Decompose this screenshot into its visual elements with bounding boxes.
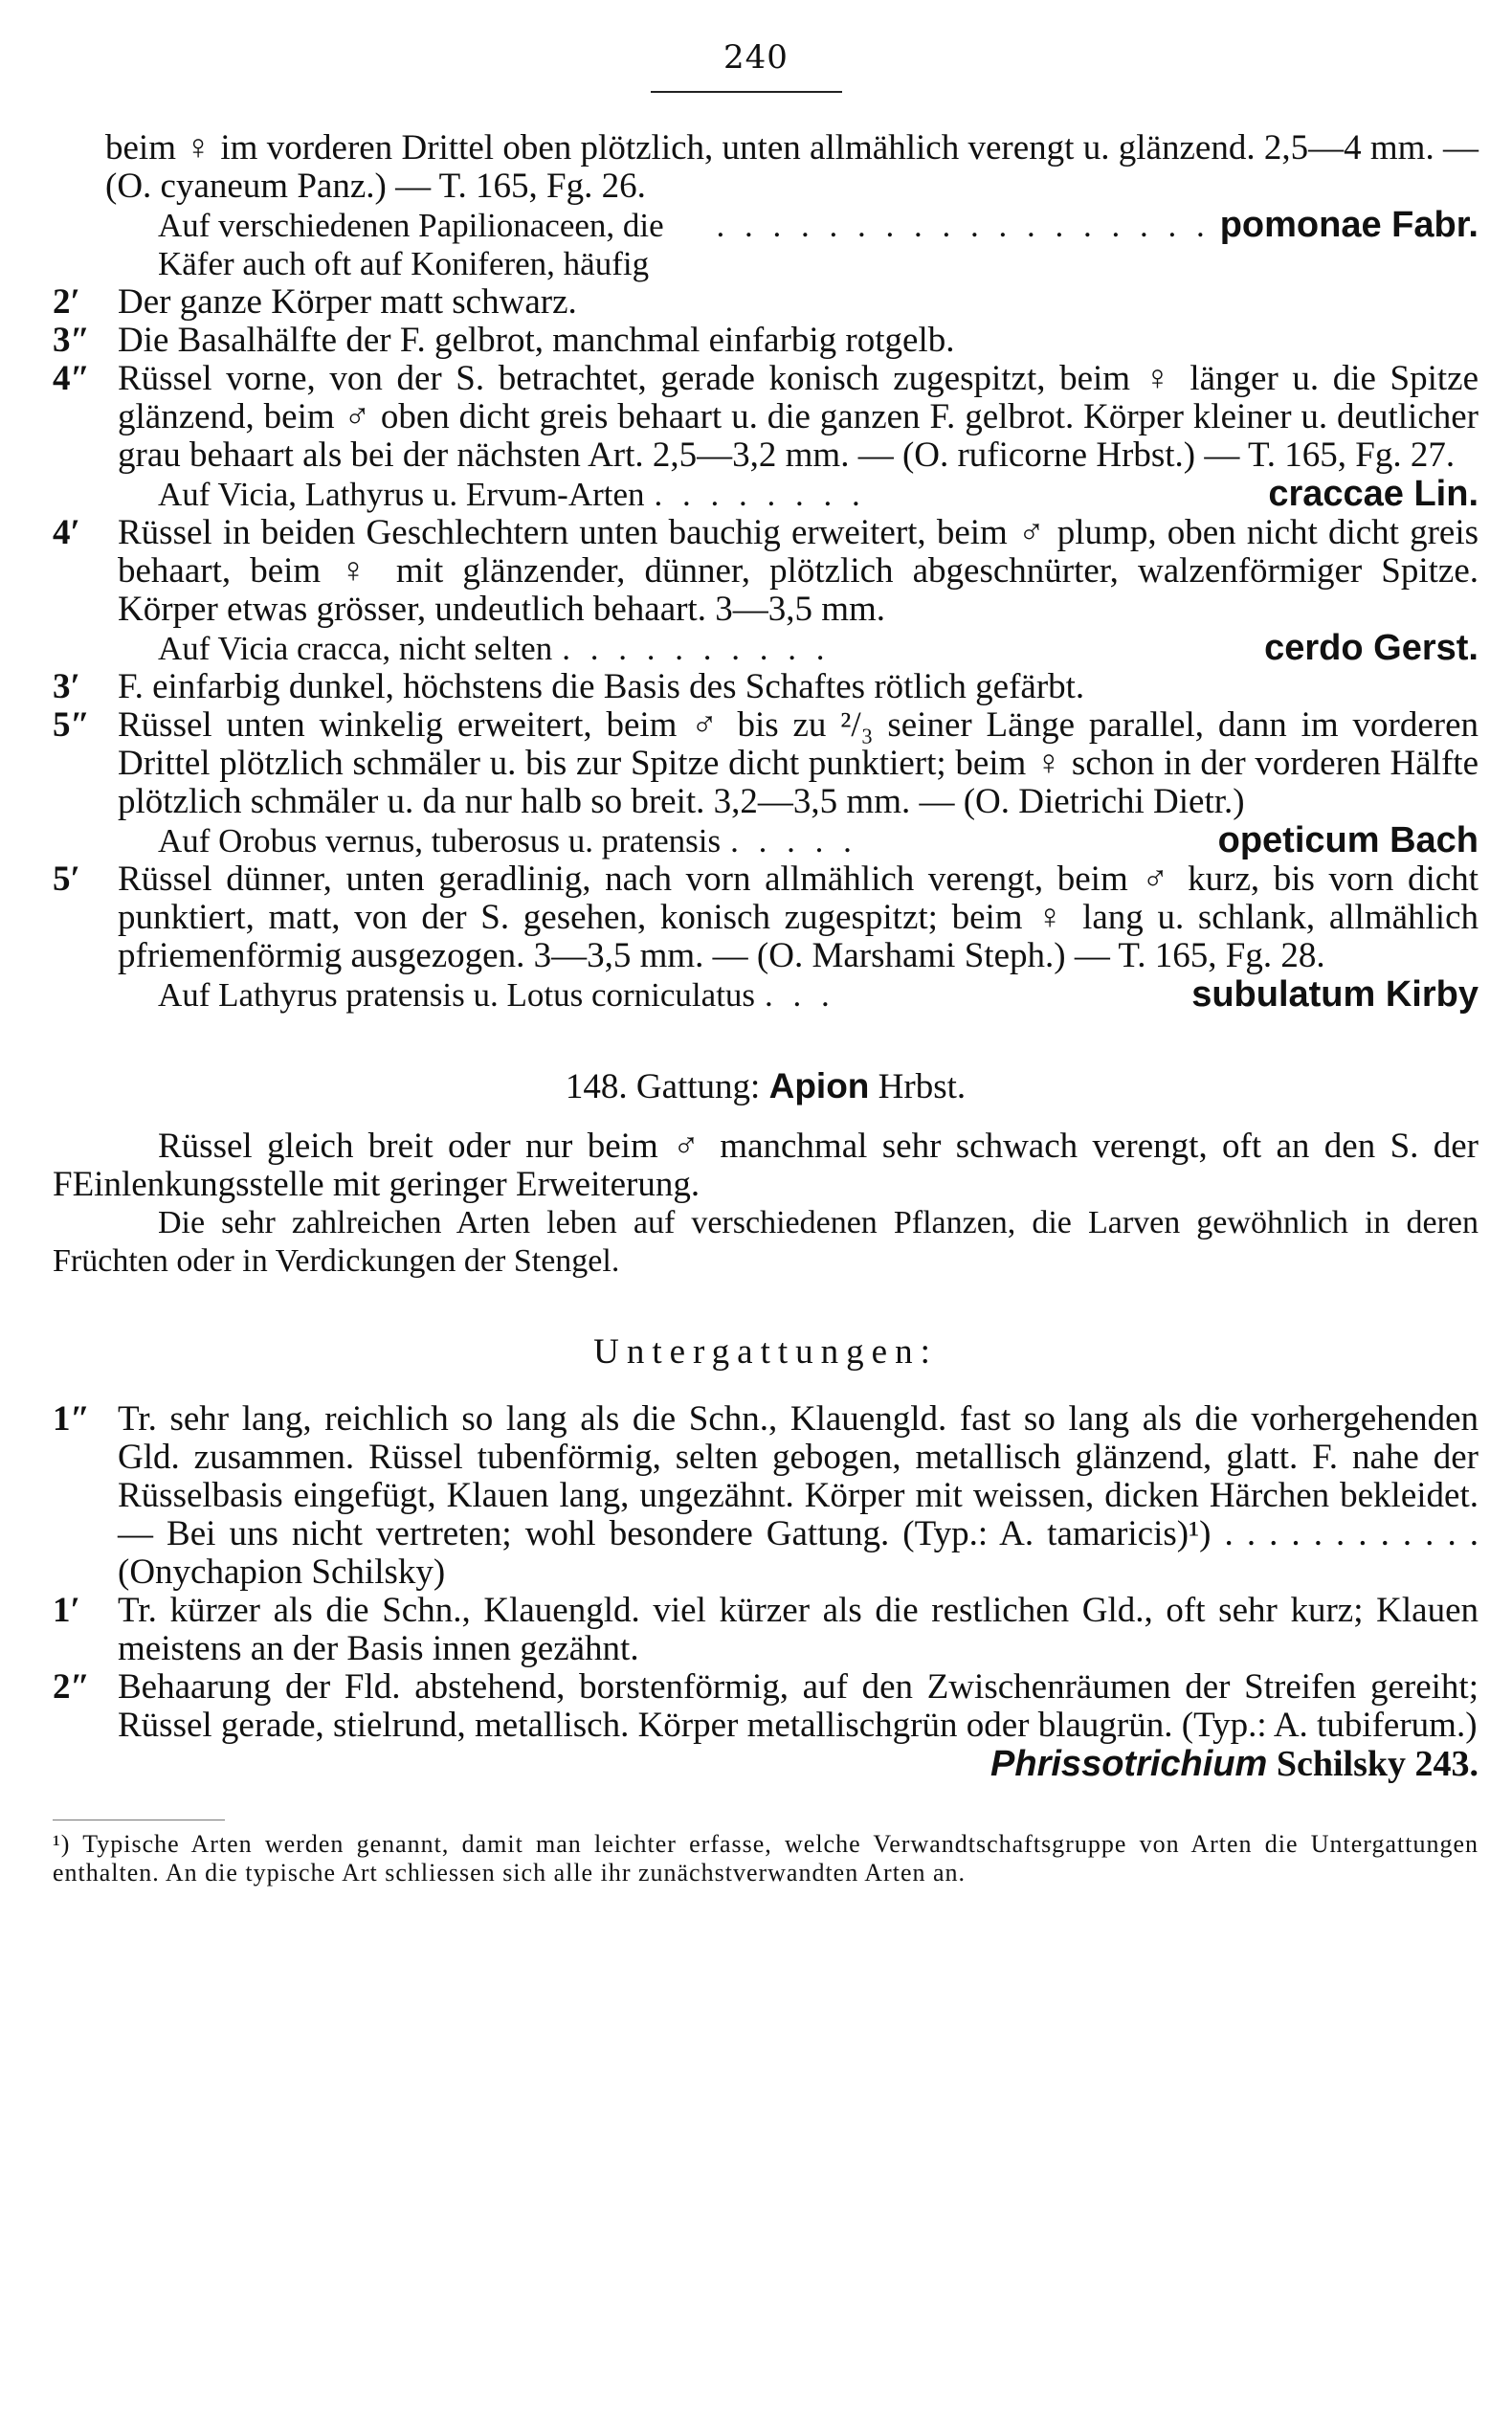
- key-entry: [53, 322, 1479, 360]
- key-entry: [53, 129, 1479, 206]
- species-name: opeticum Bach: [1217, 820, 1479, 860]
- subgenus-name: Phrissotrichium: [990, 1744, 1268, 1784]
- subgenus-rest: Schilsky 243.: [1276, 1744, 1479, 1784]
- key-entry: [53, 1592, 1479, 1668]
- couplet-number: 3′: [53, 667, 80, 706]
- host-line: [158, 206, 1479, 283]
- couplet-text: Behaarung der Fld. abstehend, borstenförmig, auf den Zwischenräumen der Streifen gereiht; Rüssel gerade, stielrund, metallisch. Körper metallischgrün oder blaugrün. (Typ.: A. tubiferum.): [118, 1667, 1479, 1745]
- couplet-number: 4′: [53, 513, 80, 552]
- couplet-number: 1′: [53, 1591, 80, 1630]
- header-rule: [651, 91, 842, 93]
- footnote: ¹) Typische Arten werden genannt, damit man leichter erfasse, welche Verwandtschaftsgruppe von Arten die Untergattungen enthalten. An die typische Art schliessen sich alle ihr zunächstverwandten Arten an.: [53, 1830, 1479, 1887]
- host-line: [158, 975, 1479, 1015]
- couplet-number: 3″: [53, 321, 90, 360]
- couplet-number: 4″: [53, 359, 90, 398]
- couplet-text: Die Basalhälfte der F. gelbrot, manchmal einfarbig rotgelb.: [118, 321, 955, 360]
- couplet-text: Rüssel in beiden Geschlechtern unten bauchig erweitert, beim ♂ plump, oben nicht dicht greis behaart, beim ♀ mit glänzender, dünner, plötzlich abgeschnürter, walzenförmiger Spitze. Körper etwas grösser, undeutlich behaart. 3—3,5 mm.: [118, 513, 1479, 629]
- couplet-number: 2″: [53, 1667, 90, 1707]
- subgenus-line: [53, 1745, 1479, 1783]
- leader-dots: . . . . .: [730, 822, 857, 860]
- genus-name: Apion: [768, 1066, 870, 1105]
- couplet-number: 2′: [53, 282, 80, 322]
- couplet-number: 1″: [53, 1399, 90, 1439]
- leader-dots: . . .: [765, 976, 835, 1014]
- couplet-text: Rüssel dünner, unten geradlinig, nach vorn allmählich verengt, beim ♂ kurz, bis vorn dicht punktiert, matt, von der S. gesehen, konisch zugespitzt; beim ♀ lang u. schlank, allmählich pfriemenförmig ausgezogen. 3—3,5 mm. — (O. Marshami Steph.) — T. 165, Fg. 28.: [118, 860, 1479, 975]
- host-text: Auf verschiedenen Papilionaceen, die Käfer auch oft auf Koniferen, häufig: [158, 207, 664, 282]
- couplet-text: Rüssel vorne, von der S. betrachtet, gerade konisch zugespitzt, beim ♀ länger u. die Spitze glänzend, beim ♂ oben dicht greis behaart u. die ganzen F. gelbrot. Körper kleiner u. deutlicher grau behaart als bei der nächsten Art. 2,5—3,2 mm. — (O. ruficorne Hrbst.) — T. 165, Fg. 27.: [118, 359, 1479, 475]
- genus-author: Hrbst.: [878, 1067, 967, 1106]
- leader-dots: . . . . . . . . . .: [562, 630, 831, 667]
- key-entry: [53, 668, 1479, 706]
- key-entry: [53, 860, 1479, 975]
- genus-note: Die sehr zahlreichen Arten leben auf verschiedenen Pflanzen, die Larven gewöhnlich in deren Früchten oder in Verdickungen der Stengel.: [53, 1205, 1479, 1279]
- key-entry: [53, 514, 1479, 629]
- couplet-text: Tr. kürzer als die Schn., Klauengld. viel kürzer als die restlichen Gld., oft sehr kurz; Klauen meistens an der Basis innen gezähnt.: [118, 1591, 1479, 1668]
- couplet-text: Rüssel unten winkelig erweitert, beim ♂ bis zu ²/₃ seiner Länge parallel, dann im vorderen Drittel plötzlich schmäler u. bis zur Spitze dicht punktiert; beim ♀ schon in der vorderen Hälfte plötzlich schmäler u. da nur halb so breit. 3,2—3,5 mm. — (O. Dietrichi Dietr.): [118, 705, 1479, 821]
- host-line: [158, 821, 1479, 860]
- genus-description: Rüssel gleich breit oder nur beim ♂ manchmal sehr schwach verengt, oft an den S. der FEinlenkungsstelle mit geringer Erweiterung.: [53, 1127, 1479, 1204]
- genus-heading: [53, 1067, 1479, 1106]
- host-text: Auf Orobus vernus, tuberosus u. pratensis: [158, 822, 722, 860]
- leader-dots: . . . . . . . .: [654, 476, 866, 513]
- species-name: craccae Lin.: [1268, 474, 1479, 514]
- key-entry: [53, 1400, 1479, 1592]
- key-entry: [53, 1668, 1479, 1745]
- subgenera-heading: Untergattungen:: [593, 1332, 938, 1372]
- key-entry: [53, 283, 1479, 322]
- page-number: 240: [723, 38, 789, 77]
- species-name: subulatum Kirby: [1191, 974, 1479, 1015]
- host-line: [158, 475, 1479, 514]
- key-entry: [53, 360, 1479, 475]
- couplet-number: 5″: [53, 705, 90, 745]
- key-entry: [53, 706, 1479, 821]
- page-body: [53, 129, 1479, 1887]
- species-name: pomonae Fabr.: [1219, 205, 1479, 245]
- host-line: [158, 629, 1479, 668]
- couplet-text: Tr. sehr lang, reichlich so lang als die Schn., Klauengld. fast so lang als die vorhergehenden Gld. zusammen. Rüssel tubenförmig, selten gebogen, metallisch glänzend, glatt. F. nahe der Rüsselbasis eingefügt, Klauen lang, ungezähnt. Körper mit weissen, dicken Härchen bekleidet. — Bei uns nicht vertreten; wohl besondere Gattung. (Typ.: A. tamaricis)¹) . . . . . . . . . . . . (Onychapion Schilsky): [118, 1399, 1479, 1592]
- couplet-text: beim ♀ im vorderen Drittel oben plötzlich, unten allmählich verengt u. glänzend. 2,5—4 mm. — (O. cyaneum Panz.) — T. 165, Fg. 26.: [105, 128, 1479, 206]
- couplet-text: F. einfarbig dunkel, höchstens die Basis des Schaftes rötlich gefärbt.: [118, 667, 1085, 706]
- couplet-text: Der ganze Körper matt schwarz.: [118, 282, 577, 322]
- host-text: Auf Vicia, Lathyrus u. Ervum-Arten: [158, 476, 645, 513]
- host-text: Auf Lathyrus pratensis u. Lotus corniculatus: [158, 976, 756, 1014]
- couplet-number: 5′: [53, 860, 80, 899]
- species-name: cerdo Gerst.: [1264, 628, 1479, 668]
- leader-dots: . . . . . . . . . . . . . . . . . .: [716, 207, 1211, 244]
- genus-prefix: 148. Gattung:: [565, 1067, 761, 1106]
- host-text: Auf Vicia cracca, nicht selten: [158, 630, 553, 667]
